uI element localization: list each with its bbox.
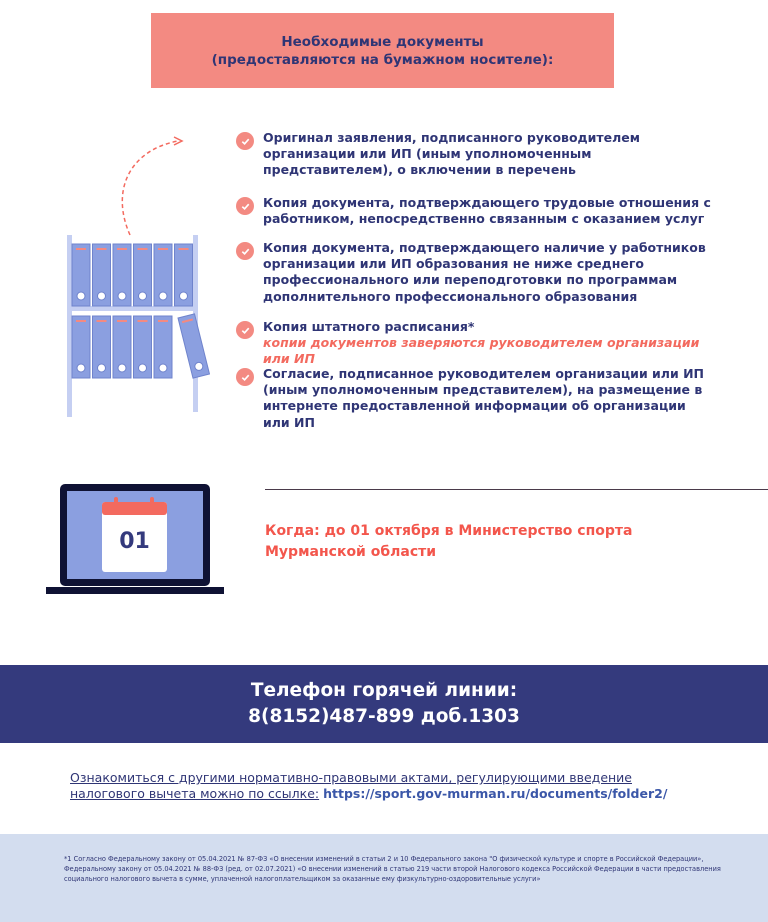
binder-icon (134, 316, 152, 378)
hotline-title: Телефон горячей линии: (250, 680, 518, 701)
document-text: Согласие, подписанное руководителем организации или ИП (иным уполномоченным представителем), на размещение в интернете предоставленной информации об организации или ИП (263, 366, 704, 430)
hotline-banner (0, 665, 768, 743)
binder-icon (113, 316, 131, 378)
document-note: копии документов заверяются руководителем организации или ИП (263, 335, 700, 367)
check-icon (236, 242, 254, 260)
footnote-text: *1 Согласно Федеральному закону от 05.04.2021 № 87-ФЗ «О внесении изменений в статьи 2 и 10 Федерального закона "О физической культуре и спорте в Российской Федерации», Федеральному закону от 05.04.2021 № 88-ФЗ (ред. от 02.07.2021) «О внесении изменений в статью 219 части второй Налогового кодекса Российской Федерации в части предоставления социального налогового вычета в сумме, уплаченной налогоплательщиком за оказанные ему физкультурно-оздоровительные услуги» (64, 855, 721, 883)
document-text (263, 319, 713, 368)
documents-url-link[interactable]: https://sport.gov-murman.ru/documents/folder2/ (323, 786, 668, 801)
header-subtitle: (предоставляются на бумажном носителе): (211, 51, 554, 68)
legal-acts-link-block (70, 770, 710, 802)
deadline-line2: Мурманской области (265, 544, 437, 560)
list-item (236, 319, 713, 368)
calendar-day: 01 (119, 529, 150, 554)
list-item (236, 130, 713, 179)
binder-icon (113, 244, 131, 306)
check-icon (236, 132, 254, 150)
document-title: Копия штатного расписания* (263, 319, 475, 334)
documents-header (151, 13, 614, 88)
divider (265, 489, 768, 490)
binder-shelf-illustration (60, 130, 210, 425)
document-text: Оригинал заявления, подписанного руководителем организации или ИП (иным уполномоченным представителем), о включении в перечень (263, 130, 640, 178)
binder-icon (93, 244, 111, 306)
binder-icon (72, 244, 90, 306)
deadline-line1: Когда: до 01 октября в Министерство спорта (265, 523, 633, 539)
check-icon (236, 197, 254, 215)
list-item (236, 366, 713, 431)
binder-icon (154, 244, 172, 306)
list-item (236, 240, 713, 305)
check-icon (236, 321, 254, 339)
laptop-calendar-illustration (46, 482, 224, 596)
header-title: Необходимые документы (281, 33, 484, 50)
footnote-section (0, 834, 768, 922)
hotline-phone[interactable]: 8(8152)487-899 доб.1303 (248, 706, 520, 727)
list-item (236, 195, 713, 227)
check-icon (236, 368, 254, 386)
binder-icon (93, 316, 111, 378)
document-text: Копия документа, подтверждающего трудовые отношения с работником, непосредственно связанным с оказанием услуг (263, 195, 711, 227)
binder-icon (134, 244, 152, 306)
binder-icon (175, 244, 193, 306)
binder-icon (154, 316, 172, 378)
link-description-line2: налогового вычета можно по ссылке: (70, 786, 320, 801)
document-text: Копия документа, подтверждающего наличие у работников организации или ИП образования не ниже среднего профессионального или переподготовки по программам дополнительного профессионального образования (263, 240, 706, 304)
link-description-line1: Ознакомиться с другими нормативно-правовыми актами, регулирующими введение (70, 770, 632, 785)
deadline-info (265, 521, 725, 563)
binder-icon (72, 316, 90, 378)
